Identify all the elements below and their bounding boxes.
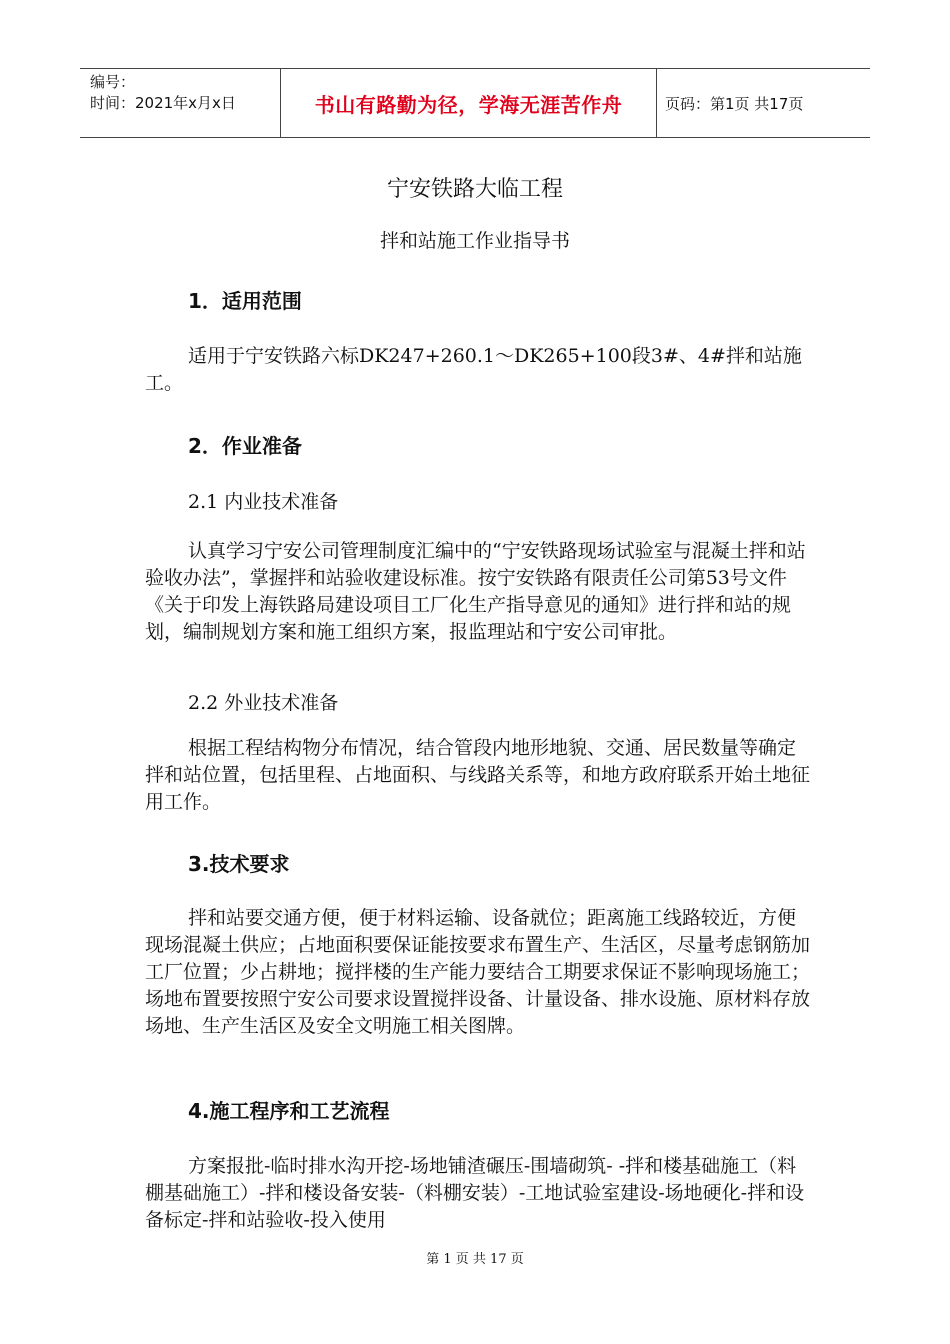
- section-3-heading: 3.技术要求: [188, 852, 290, 876]
- time-label: 时间：2021年x月x日: [90, 94, 236, 112]
- section-4-text: 方案报批-临时排水沟开挖-场地铺渣碾压-围墙砌筑- -拌和楼基础施工（料棚基础施工）-拌和楼设备安装-（料棚安装）-工地试验室建设-场地硬化-拌和设备标定-拌和站验收-投入使用: [145, 1155, 805, 1231]
- page-footer: 第 1 页 共 17 页: [426, 1252, 524, 1267]
- header-meta: [80, 69, 281, 137]
- section-2-heading: 2．作业准备: [188, 434, 302, 458]
- section-1-text: 适用于宁安铁路六标DK247+260.1～DK265+100段3#、4#拌和站施工。: [145, 345, 802, 394]
- section-3-text: 拌和站要交通方便，便于材料运输、设备就位；距离施工线路较近，方便现场混凝土供应；占地面积要保证能按要求布置生产、生活区，尽量考虑钢筋加工厂位置；少占耕地；搅拌楼的生产能力要结合工期要求保证不影响现场施工；场地布置要按照宁安公司要求设置搅拌设备、计量设备、排水设施、原材料存放场地、生产生活区及安全文明施工相关图牌。: [145, 907, 811, 1037]
- document-subtitle: 拌和站施工作业指导书: [379, 230, 570, 252]
- header-motto: 书山有路勤为径，学海无涯苦作舟: [281, 69, 657, 137]
- document-title: 宁安铁路大临工程: [386, 177, 563, 202]
- header-page-info: 页码：第1页 共17页: [665, 94, 804, 113]
- section-2-1-heading: 2.1 内业技术准备: [188, 491, 339, 513]
- section-4-heading: 4.施工程序和工艺流程: [188, 1099, 390, 1123]
- section-2-2-heading: 2.2 外业技术准备: [188, 692, 339, 714]
- document-header: [80, 68, 870, 138]
- section-2-1-text: 认真学习宁安公司管理制度汇编中的“宁安铁路现场试验室与混凝土拌和站验收办法”，掌握拌和站验收建设标准。按宁安铁路有限责任公司第53号文件《关于印发上海铁路局建设项目工厂化生产指导意见的通知》进行拌和站的规划，编制规划方案和施工组织方案，报监理站和宁安公司审批。: [145, 540, 806, 643]
- section-1-heading: 1．适用范围: [188, 289, 302, 313]
- number-label: 编号：: [90, 73, 136, 91]
- section-2-2-text: 根据工程结构物分布情况，结合管段内地形地貌、交通、居民数量等确定拌和站位置，包括里程、占地面积、与线路关系等，和地方政府联系开始土地征用工作。: [145, 737, 811, 813]
